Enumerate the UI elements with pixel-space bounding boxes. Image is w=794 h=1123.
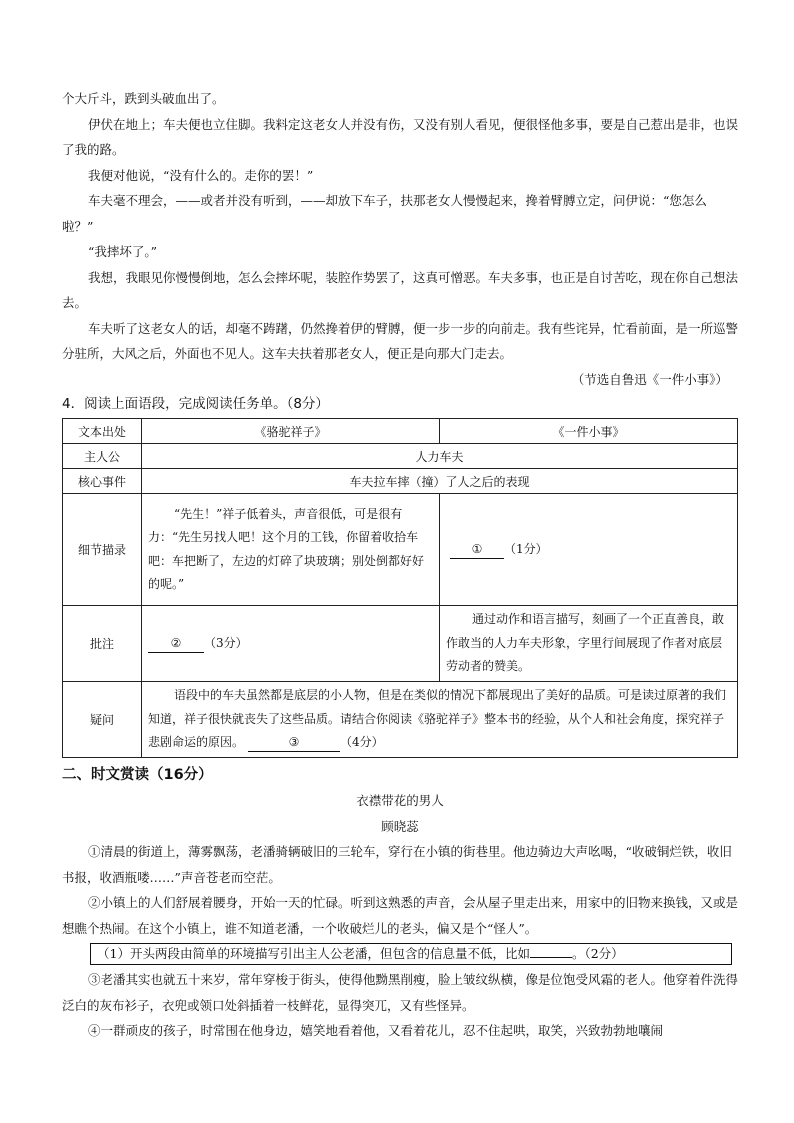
- blank-2-cell[interactable]: [142, 606, 440, 682]
- protagonist-cell: 人力车夫: [142, 444, 738, 469]
- row-label: 核心事件: [63, 469, 142, 494]
- annotation-text-cell: 通过动作和语言描写，刻画了一个正直善良，敢作敢当的人力车夫形象，字里行间展现了作者对底层劳动者的赞美。: [440, 606, 738, 682]
- paragraph: ①清晨的街道上，薄雾飘荡，老潘骑辆破旧的三轮车，穿行在小镇的街巷里。他边骑边大声吆喝，“收破铜烂铁，收旧书报，收酒瓶喽……”声音苍老而空茫。: [62, 844, 732, 885]
- answer-blank-2[interactable]: ②: [148, 634, 204, 653]
- passage-1: [62, 86, 738, 392]
- question-4-title: 4．阅读上面语段，完成阅读任务单。（8分）: [62, 396, 329, 412]
- question-text: 语段中的车夫虽然都是底层的小人物，但是在类似的情况下都展现出了美好的品质。可是读过原著的我们知道，祥子很快就丧失了这些品质。请结合你阅读《骆驼祥子》整本书的经验，从个人和社会角度，探究祥子悲剧命运的原因。: [148, 688, 727, 750]
- detail-text-cell: “先生！”祥子低着头，声音很低，可是很有力：“先生另找人吧！这个月的工钱，你留着收拾车吧：车把断了，左边的灯碎了块玻璃；别处倒都好好的呢。”: [142, 494, 440, 606]
- score: （3分）: [204, 636, 248, 650]
- paragraph: “我摔坏了。”: [88, 244, 158, 259]
- sub-question-score: 。（2分）: [571, 946, 624, 961]
- row-label: 批注: [63, 606, 142, 682]
- question-cell: [142, 682, 738, 758]
- paragraph: ③老潘其实也就五十来岁，常年穿梭于街头，使得他黝黑削瘦，脸上皱纹纵横，像是位饱受风霜的老人。他穿着件洗得泛白的灰布衫子，衣兜或领口处斜插着一枝鲜花，显得突兀，又有些怪异。: [62, 972, 739, 1013]
- row-label: 文本出处: [63, 419, 142, 444]
- paragraph: 车夫听了这老女人的话，却毫不踌躇，仍然搀着伊的臂膊，便一步一步的向前走。我有些诧异，忙看前面，是一所巡警分驻所，大风之后，外面也不见人。这车夫扶着那老女人，便正是向那大门走去。: [62, 320, 739, 361]
- score: （1分）: [504, 542, 548, 556]
- answer-blank-1[interactable]: ①: [450, 540, 504, 559]
- row-label: 细节描录: [63, 494, 142, 606]
- reading-task-table: [62, 418, 738, 758]
- article-title: 衣襟带花的男人: [356, 793, 444, 808]
- blank-1-cell[interactable]: [440, 494, 738, 606]
- exam-page: [62, 86, 738, 1044]
- paragraph: ④一群顽皮的孩子，时常围在他身边，嬉笑地看着他，又看着花儿，忍不住起哄，取笑，兴致勃勃地嚷闹: [88, 1023, 664, 1038]
- passage-source: （节选自鲁迅《一件小事》）: [571, 371, 728, 387]
- answer-blank-3[interactable]: ③: [248, 733, 340, 752]
- source-luotuo: 《骆驼祥子》: [142, 419, 440, 444]
- sub-question-text: （1）开头两段由简单的环境描写引出主人公老潘，但包含的信息量不低，比如: [97, 946, 530, 961]
- paragraph: 我想，我眼见你慢慢倒地，怎么会摔坏呢，装腔作势罢了，这真可憎恶。车夫多事，也正是自讨苦吃，现在你自己想法去。: [62, 269, 739, 310]
- paragraph: 伊伏在地上；车夫便也立住脚。我料定这老女人并没有伤，又没有别人看见，便很怪他多事，要是自己惹出是非，也误了我的路。: [62, 116, 739, 157]
- paragraph: 个大斤斗，跌到头破血出了。: [62, 91, 225, 106]
- paragraph: 我便对他说，“没有什么的。走你的罢！”: [88, 167, 314, 183]
- row-label: 主人公: [63, 444, 142, 469]
- article-author: 顾晓蕊: [381, 818, 419, 834]
- source-yijian: 《一件小事》: [440, 419, 738, 444]
- sub-question-1-box: [90, 943, 732, 965]
- answer-blank-sub-1[interactable]: [530, 957, 572, 958]
- paragraph: 车夫毫不理会，——或者并没有听到，——却放下车子，扶那老女人慢慢起来，搀着臂膊立定，问伊说：“您怎么啦？”: [62, 193, 707, 234]
- row-label: 疑问: [63, 682, 142, 758]
- core-event-cell: 车夫拉车摔（撞）了人之后的表现: [142, 469, 738, 494]
- paragraph: ②小镇上的人们舒展着腰身，开始一天的忙碌。听到这熟悉的声音，会从屋子里走出来，用家中的旧物来换钱，又或是想瞧个热闹。在这个小镇上，谁不知道老潘，一个收破烂儿的老头，偏又是个“怪人”。: [62, 895, 739, 936]
- section-2-title: 二、时文赏读（16分）: [62, 767, 213, 783]
- score: （4分）: [340, 735, 384, 750]
